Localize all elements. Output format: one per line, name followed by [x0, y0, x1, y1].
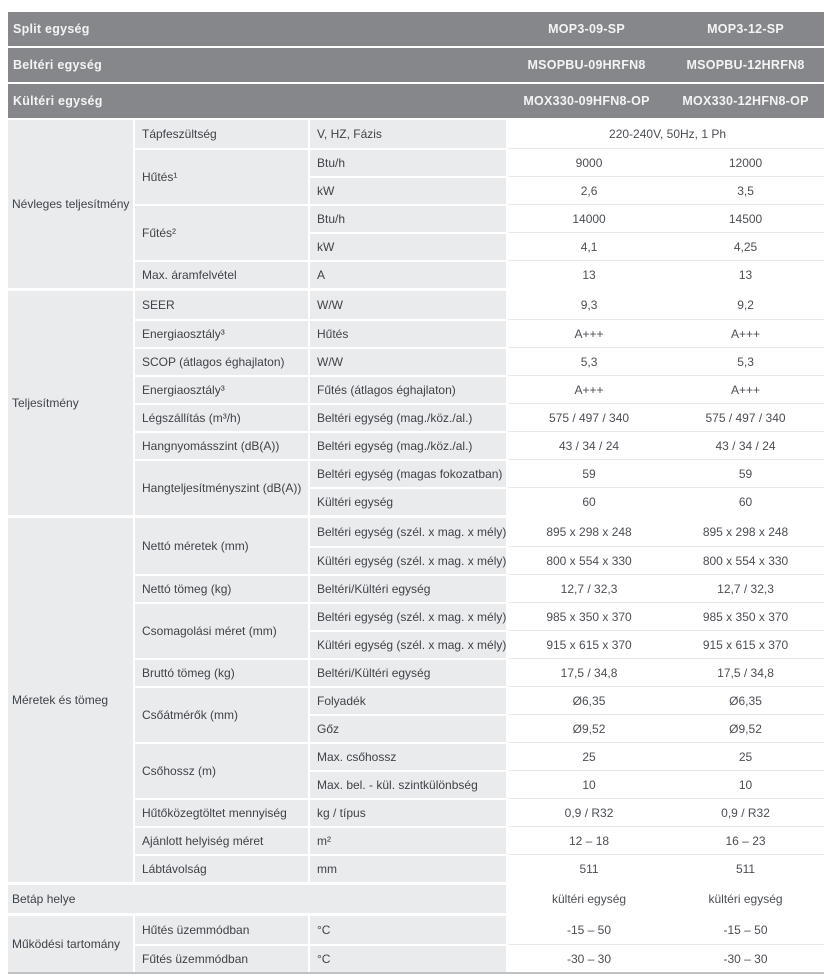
spec-value-cell: 220-240V, 50Hz, 1 Ph — [506, 120, 824, 148]
model-name-cell: MOP3-09-SP — [506, 12, 667, 46]
spec-value-cell: 985 x 350 x 370 — [667, 602, 824, 630]
spec-value-cell: 16 – 23 — [667, 826, 824, 854]
spec-value-cell: 985 x 350 x 370 — [506, 602, 667, 630]
spec-value-cell: 0,9 / R32 — [506, 798, 667, 826]
spec-unit-cell: Kültéri egység (szél. x mag. x mély) — [310, 546, 506, 574]
table-bottom-border — [8, 972, 824, 974]
section-title-cell: Névleges teljesítmény — [8, 120, 135, 288]
model-name-cell: MOX330-09HFN8-OP — [506, 84, 667, 118]
model-name-cell: MOX330-12HFN8-OP — [667, 84, 824, 118]
spec-value-cell: 4,25 — [667, 232, 824, 260]
spec-value-cell: 4,1 — [506, 232, 667, 260]
section-title-cell: Méretek és tömeg — [8, 518, 135, 882]
spec-row — [8, 518, 824, 546]
spec-value-cell: 575 / 497 / 340 — [667, 403, 824, 431]
spec-unit-cell: Beltéri egység (mag./köz./al.) — [310, 431, 506, 459]
model-name-cell: MOP3-12-SP — [667, 12, 824, 46]
spec-value-cell: 59 — [667, 459, 824, 487]
spec-value-cell: 5,3 — [667, 347, 824, 375]
header-label-cell: Beltéri egység — [8, 48, 506, 82]
spec-unit-cell: Beltéri/Kültéri egység — [310, 574, 506, 602]
spec-value-cell: 59 — [506, 459, 667, 487]
header-label-cell: Split egység — [8, 12, 506, 46]
spec-value-cell: -30 – 30 — [667, 944, 824, 972]
spec-value-cell: 10 — [506, 770, 667, 798]
spec-value-cell: Ø9,52 — [506, 714, 667, 742]
spec-value-cell: A+++ — [506, 375, 667, 403]
spec-value-cell: 13 — [506, 260, 667, 288]
spec-value-cell: -30 – 30 — [506, 944, 667, 972]
spec-value-cell: 800 x 554 x 330 — [667, 546, 824, 574]
model-name-cell: MSOPBU-09HRFN8 — [506, 48, 667, 82]
spec-unit-cell: Gőz — [310, 714, 506, 742]
spec-name-cell: Nettó méretek (mm) — [135, 518, 310, 574]
spec-value-cell: 5,3 — [506, 347, 667, 375]
spec-name-cell: Légszállítás (m³/h) — [135, 403, 310, 431]
spec-value-cell: 511 — [667, 854, 824, 882]
spec-value-cell: A+++ — [667, 375, 824, 403]
spec-unit-cell: Beltéri egység (szél. x mag. x mély) — [310, 518, 506, 546]
spec-unit-cell: W/W — [310, 291, 506, 319]
spec-value-cell: 0,9 / R32 — [667, 798, 824, 826]
spec-value-cell: 25 — [506, 742, 667, 770]
spec-unit-cell: kW — [310, 232, 506, 260]
spec-unit-cell: m² — [310, 826, 506, 854]
spec-name-cell: Lábtávolság — [135, 854, 310, 882]
spec-name-cell: Hűtés¹ — [135, 148, 310, 204]
spec-value-cell: -15 – 50 — [506, 916, 667, 944]
spec-value-cell: kültéri egység — [667, 885, 824, 913]
spec-table — [8, 12, 824, 974]
spec-name-cell: Ajánlott helyiség méret — [135, 826, 310, 854]
spec-unit-cell: A — [310, 260, 506, 288]
spec-row — [8, 291, 824, 319]
spec-name-cell: Csomagolási méret (mm) — [135, 602, 310, 658]
spec-unit-cell: Kültéri egység — [310, 487, 506, 515]
spec-unit-cell: Beltéri egység (magas fokozatban) — [310, 459, 506, 487]
spec-value-cell: 60 — [667, 487, 824, 515]
spec-unit-cell: W/W — [310, 347, 506, 375]
spec-unit-cell: V, HZ, Fázis — [310, 120, 506, 148]
spec-unit-cell: Btu/h — [310, 204, 506, 232]
header-row-outdoor-unit — [8, 84, 824, 118]
spec-unit-cell: Hűtés — [310, 319, 506, 347]
spec-value-cell: 3,5 — [667, 176, 824, 204]
spec-value-cell: 12 – 18 — [506, 826, 667, 854]
spec-unit-cell: Btu/h — [310, 148, 506, 176]
spec-unit-cell: kW — [310, 176, 506, 204]
spec-value-cell: 895 x 298 x 248 — [506, 518, 667, 546]
spec-name-cell: SEER — [135, 291, 310, 319]
spec-name-cell: Nettó tömeg (kg) — [135, 574, 310, 602]
section-title-cell: Betáp helye — [8, 885, 506, 913]
spec-name-cell: Energiaosztály³ — [135, 375, 310, 403]
spec-unit-cell: Fűtés (átlagos éghajlaton) — [310, 375, 506, 403]
header-row-indoor-unit — [8, 48, 824, 82]
spec-name-cell: Tápfeszültség — [135, 120, 310, 148]
spec-value-cell: 915 x 615 x 370 — [667, 630, 824, 658]
table-bottom-border-cell — [8, 972, 824, 974]
spec-value-cell: 17,5 / 34,8 — [506, 658, 667, 686]
spec-unit-cell: Kültéri egység (szél. x mag. x mély) — [310, 630, 506, 658]
header-label-cell: Kültéri egység — [8, 84, 506, 118]
spec-name-cell: Csőátmérők (mm) — [135, 686, 310, 742]
model-name-cell: MSOPBU-12HRFN8 — [667, 48, 824, 82]
spec-name-cell: Max. áramfelvétel — [135, 260, 310, 288]
spec-unit-cell: °C — [310, 944, 506, 972]
spec-value-cell: 895 x 298 x 248 — [667, 518, 824, 546]
spec-value-cell: 10 — [667, 770, 824, 798]
spec-value-cell: Ø9,52 — [667, 714, 824, 742]
section-title-cell: Működési tartomány — [8, 916, 135, 972]
spec-unit-cell: mm — [310, 854, 506, 882]
spec-row — [8, 120, 824, 148]
spec-name-cell: Csőhossz (m) — [135, 742, 310, 798]
spec-value-cell: 14500 — [667, 204, 824, 232]
spec-value-cell: A+++ — [506, 319, 667, 347]
spec-unit-cell: kg / típus — [310, 798, 506, 826]
spec-name-cell: SCOP (átlagos éghajlaton) — [135, 347, 310, 375]
spec-value-cell: 25 — [667, 742, 824, 770]
spec-value-cell: 17,5 / 34,8 — [667, 658, 824, 686]
spec-value-cell: 12,7 / 32,3 — [667, 574, 824, 602]
spec-name-cell: Hűtés üzemmódban — [135, 916, 310, 944]
spec-value-cell: 800 x 554 x 330 — [506, 546, 667, 574]
spec-name-cell: Hangnyomásszint (dB(A)) — [135, 431, 310, 459]
spec-value-cell: 14000 — [506, 204, 667, 232]
spec-value-cell: A+++ — [667, 319, 824, 347]
spec-value-cell: 13 — [667, 260, 824, 288]
spec-value-cell: 60 — [506, 487, 667, 515]
spec-name-cell: Fűtés² — [135, 204, 310, 260]
spec-row — [8, 885, 824, 913]
spec-value-cell: 575 / 497 / 340 — [506, 403, 667, 431]
spec-value-cell: 2,6 — [506, 176, 667, 204]
spec-value-cell: 43 / 34 / 24 — [667, 431, 824, 459]
spec-name-cell: Energiaosztály³ — [135, 319, 310, 347]
spec-value-cell: 9,2 — [667, 291, 824, 319]
header-row-split-unit — [8, 12, 824, 46]
spec-name-cell: Bruttó tömeg (kg) — [135, 658, 310, 686]
spec-name-cell: Fűtés üzemmódban — [135, 944, 310, 972]
spec-value-cell: 43 / 34 / 24 — [506, 431, 667, 459]
spec-unit-cell: Beltéri egység (szél. x mag. x mély) — [310, 602, 506, 630]
spec-unit-cell: Max. csőhossz — [310, 742, 506, 770]
spec-unit-cell: Folyadék — [310, 686, 506, 714]
spec-value-cell: kültéri egység — [506, 885, 667, 913]
spec-value-cell: Ø6,35 — [506, 686, 667, 714]
spec-value-cell: Ø6,35 — [667, 686, 824, 714]
spec-unit-cell: Beltéri egység (mag./köz./al.) — [310, 403, 506, 431]
spec-unit-cell: Max. bel. - kül. szintkülönbség — [310, 770, 506, 798]
section-title-cell: Teljesítmény — [8, 291, 135, 515]
spec-name-cell: Hangteljesítményszint (dB(A)) — [135, 459, 310, 515]
spec-value-cell: 915 x 615 x 370 — [506, 630, 667, 658]
spec-value-cell: 9,3 — [506, 291, 667, 319]
spec-row — [8, 916, 824, 944]
spec-name-cell: Hűtőközegtöltet mennyiség — [135, 798, 310, 826]
spec-value-cell: 9000 — [506, 148, 667, 176]
spec-value-cell: 511 — [506, 854, 667, 882]
spec-value-cell: -15 – 50 — [667, 916, 824, 944]
spec-unit-cell: °C — [310, 916, 506, 944]
spec-value-cell: 12,7 / 32,3 — [506, 574, 667, 602]
spec-unit-cell: Beltéri/Kültéri egység — [310, 658, 506, 686]
spec-value-cell: 12000 — [667, 148, 824, 176]
